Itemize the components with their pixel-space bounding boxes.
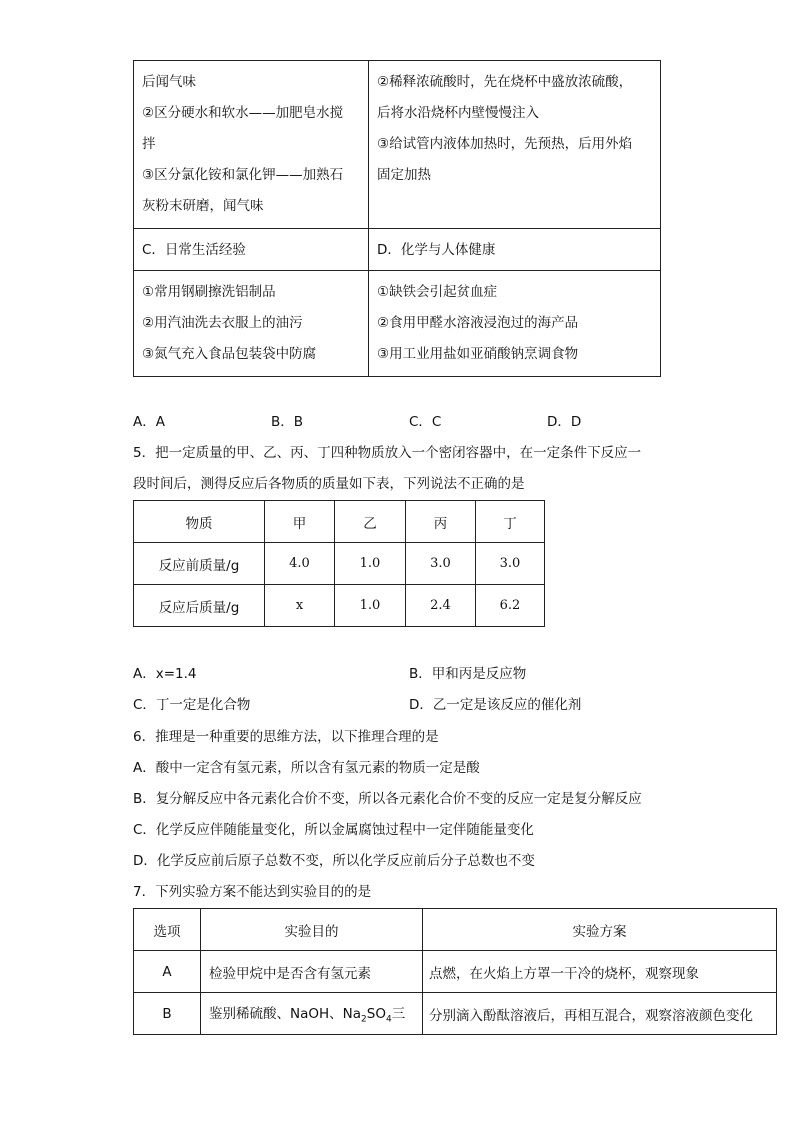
table-cell: 反应前质量/g [134,543,265,585]
table-cell: 3.0 [476,543,545,585]
table-header-cell: 实验目的 [201,909,423,951]
table-cell: 反应后质量/g [134,585,265,627]
cell-line: 拌 [142,136,156,152]
table-cell: 2.4 [406,585,476,627]
table-cell: 1.0 [335,543,406,585]
q6-option-c: C．化学反应伴随能量变化，所以金属腐蚀过程中一定伴随能量变化 [133,822,534,838]
q6-option-b: B．复分解反应中各元素化合价不变，所以各元素化合价不变的反应一定是复分解反应 [133,791,642,807]
q7-table [133,908,777,1035]
purpose-text: 鉴别稀硫酸、NaOH、Na [209,1006,362,1023]
table-cell: 检验甲烷中是否含有氢元素 [201,951,423,993]
q6-stem: 6．推理是一种重要的思维方法，以下推理合理的是 [133,729,439,745]
section-d-title: D．化学与人体健康 [377,241,496,258]
table-cell [369,271,661,377]
table-row [134,501,545,543]
table-row [134,585,545,627]
purpose-text: 三 [391,1006,406,1023]
table-header-cell: 丁 [476,501,545,543]
cell-line: ③氮气充入食品包装袋中防腐 [142,346,317,362]
cell-line: ③给试管内液体加热时，先预热，后用外焰 [377,136,633,152]
table-cell [134,271,369,377]
subscript: 4 [385,1014,392,1025]
cell-line: ③用工业用盐如亚硝酸钠烹调食物 [377,346,579,362]
table-cell [201,993,423,1035]
table-cell: 点燃，在火焰上方罩一干冷的烧杯，观察现象 [423,951,777,993]
table-header-cell: 丙 [406,501,476,543]
table-row [134,543,545,585]
table-cell [134,229,369,271]
cell-line: ①常用钢刷擦洗铝制品 [142,284,276,300]
q5-option-d: D．乙一定是该反应的催化剂 [409,697,582,713]
table-row [134,993,777,1035]
table-header-cell: 乙 [335,501,406,543]
table-row [134,229,661,271]
table-row [134,951,777,993]
table-cell [369,229,661,271]
q5-option-a: A．x=1.4 [133,666,197,682]
table-row [134,271,661,377]
cell-line: ③区分氯化铵和氯化钾——加熟石 [142,167,344,183]
q7-stem: 7．下列实验方案不能达到实验目的的是 [133,884,372,900]
cell-line: ②区分硬水和软水——加肥皂水搅 [142,105,344,121]
q6-option-d: D．化学反应前后原子总数不变，所以化学反应前后分子总数也不变 [133,853,535,869]
table-header-cell: 物质 [134,501,265,543]
table-cell: 分别滴入酚酞溶液后，再相互混合，观察溶液颜色变化 [423,993,777,1035]
table-cell: 6.2 [476,585,545,627]
subscript: 2 [361,1014,367,1025]
q4-option-d: D．D [547,414,582,430]
table-header-cell: 实验方案 [423,909,777,951]
q4-table [133,60,661,377]
q6-option-a: A．酸中一定含有氢元素，所以含有氢元素的物质一定是酸 [133,760,480,776]
cell-line: ②食用甲醛水溶液浸泡过的海产品 [377,315,579,331]
table-cell [369,61,661,229]
cell-line: 灰粉末研磨，闻气味 [142,198,264,214]
q5-stem-line1: 5．把一定质量的甲、乙、丙、丁四种物质放入一个密闭容器中，在一定条件下反应一 [133,445,642,461]
table-header-cell: 选项 [134,909,201,951]
table-row [134,61,661,229]
q4-option-b: B．B [271,414,304,430]
section-c-title: C．日常生活经验 [142,241,246,258]
q5-table [133,500,545,627]
cell-line: 后将水沿烧杯内壁慢慢注入 [377,105,539,121]
table-cell [134,61,369,229]
purpose-text: SO [366,1006,386,1023]
q4-option-a: A．A [133,414,165,430]
cell-line: ①缺铁会引起贫血症 [377,284,498,300]
table-cell: x [265,585,335,627]
table-row [134,909,777,951]
cell-line: ②用汽油洗去衣服上的油污 [142,315,303,331]
table-cell: 4.0 [265,543,335,585]
q5-option-b: B．甲和丙是反应物 [409,666,527,682]
table-header-cell: 甲 [265,501,335,543]
cell-line: 固定加热 [377,167,431,183]
table-cell: B [134,993,201,1035]
q5-option-c: C．丁一定是化合物 [133,697,251,713]
table-cell: A [134,951,201,993]
q4-option-c: C．C [409,414,442,430]
q5-stem-line2: 段时间后，测得反应后各物质的质量如下表，下列说法不正确的是 [133,476,525,492]
cell-line: 后闻气味 [142,74,196,90]
cell-line: ②稀释浓硫酸时，先在烧杯中盛放浓硫酸， [377,74,633,90]
table-cell: 1.0 [335,585,406,627]
table-cell: 3.0 [406,543,476,585]
